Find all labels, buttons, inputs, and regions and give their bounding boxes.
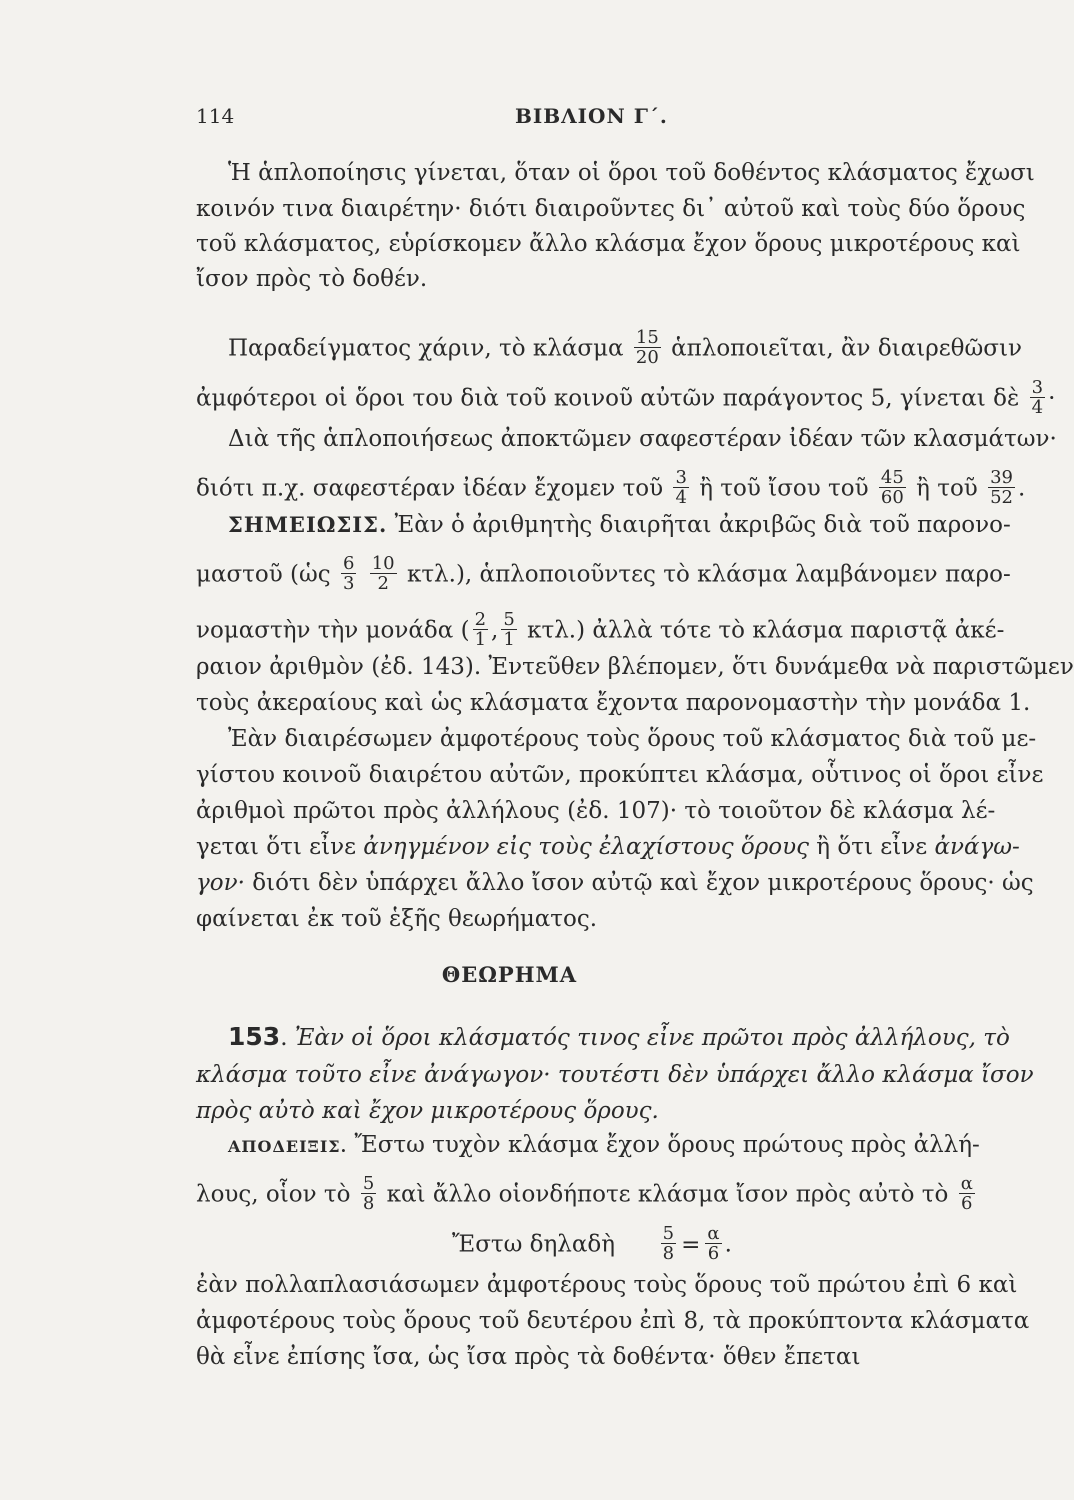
numerator: 5 bbox=[662, 1223, 675, 1244]
note-line2 bbox=[196, 553, 1011, 595]
para1-line3: τοῦ κλάσματος, εὑρίσκομεν ἄλλο κλάσμα ἔχον ὅρους μικροτέρους καὶ bbox=[196, 231, 1021, 257]
separator: , bbox=[491, 617, 499, 644]
para3-line6: φαίνεται ἐκ τοῦ ἑξῆς θεωρήματος. bbox=[196, 906, 598, 932]
para1-line2: κοινόν τινα διαιρέτην· διότι διαιροῦντες δι᾽ αὐτοῦ καὶ τοὺς δύο ὅρους bbox=[196, 196, 1026, 222]
numerator: 2 bbox=[474, 609, 487, 630]
note-label: ΣΗΜΕΙΩΣΙΣ. bbox=[228, 512, 388, 537]
italic-term: ἀνηγμένον εἰς τοὺς ἐλαχίστους ὅρους bbox=[363, 834, 809, 860]
numerator: α bbox=[707, 1223, 720, 1244]
para3-line3: ἀριθμοὶ πρῶτοι πρὸς ἀλλήλους (ἐδ. 107)· τὸ τοιοῦτον δὲ κλάσμα λέ- bbox=[196, 798, 996, 824]
text: Παραδείγματος χάριν, τὸ κλάσμα bbox=[228, 335, 624, 362]
fraction-10-2 bbox=[370, 554, 397, 593]
denominator: 1 bbox=[474, 629, 487, 650]
fraction-15-20 bbox=[634, 328, 661, 367]
denominator: 3 bbox=[342, 573, 355, 594]
note-line5: τοὺς ἀκεραίους καὶ ὡς κλάσματα ἔχοντα παρονομαστὴν τὴν μονάδα 1. bbox=[196, 690, 1031, 716]
note-line1 bbox=[228, 510, 1011, 540]
text: καὶ ἄλλο οἱονδήποτε κλάσμα ἴσον πρὸς αὐτὸ τὸ bbox=[386, 1181, 949, 1208]
text: νομαστὴν τὴν μονάδα ( bbox=[196, 617, 470, 644]
text: ἀμφότεροι οἱ ὅροι του διὰ τοῦ κοινοῦ αὐτῶν παράγοντος 5, γίνεται δὲ bbox=[196, 385, 1020, 412]
text: ἢ τοῦ bbox=[916, 475, 978, 502]
proof-line3 bbox=[452, 1223, 752, 1265]
proof-label: ΑΠΟΔΕΙΞΙΣ. bbox=[228, 1137, 348, 1156]
text: Ἐὰν οἱ ὅροι κλάσματός τινος εἶνε πρῶτοι πρὸς ἀλλήλους, τὸ bbox=[294, 1025, 1010, 1051]
text: Ἐὰν ὁ ἀριθμητὴς διαιρῆται ἀκριβῶς διὰ τοῦ παρονο- bbox=[394, 512, 1011, 538]
theorem-heading: ΘΕΩΡΗΜΑ bbox=[441, 962, 578, 987]
denominator: 4 bbox=[675, 487, 687, 508]
fraction-6-3 bbox=[341, 554, 356, 593]
fraction-2-1 bbox=[473, 610, 488, 649]
denominator: 52 bbox=[990, 487, 1013, 508]
proof-line2 bbox=[196, 1173, 973, 1215]
denominator: 8 bbox=[662, 1243, 675, 1264]
para2-line2 bbox=[196, 377, 1056, 419]
text: ἁπλοποιεῖται, ἂν διαιρεθῶσιν bbox=[671, 335, 1022, 362]
para3-line1: Ἐὰν διαιρέσωμεν ἀμφοτέρους τοὺς ὅρους τοῦ κλάσματος διὰ τοῦ με- bbox=[228, 726, 1037, 752]
fraction-5-8 bbox=[361, 1174, 376, 1213]
numerator: 39 bbox=[990, 467, 1013, 488]
para1-line1: Ἡ ἁπλοποίησις γίνεται, ὅταν οἱ ὅροι τοῦ δοθέντος κλάσματος ἔχωσι bbox=[228, 160, 1035, 186]
denominator: 20 bbox=[635, 347, 659, 368]
fraction-45-60 bbox=[879, 468, 906, 507]
denominator: 60 bbox=[880, 487, 904, 508]
text: ἢ ὅτι εἶνε bbox=[816, 834, 928, 860]
theorem-number: 153 bbox=[228, 1022, 281, 1051]
para3-line2: γίστου κοινοῦ διαιρέτου αὐτῶν, προκύπτει κλάσμα, οὗτινος οἱ ὅροι εἶνε bbox=[196, 762, 1044, 788]
fraction-39-52 bbox=[988, 468, 1015, 507]
para1-line4: ἴσον πρὸς τὸ δοθέν. bbox=[196, 266, 428, 292]
numerator: 5 bbox=[503, 609, 515, 630]
numerator: 6 bbox=[342, 553, 355, 574]
text: . bbox=[724, 1231, 732, 1258]
text: Ἔστω δηλαδὴ bbox=[452, 1231, 616, 1258]
fraction-3-4 bbox=[1030, 378, 1045, 417]
equals-sign: = bbox=[681, 1231, 701, 1258]
numerator: 5 bbox=[362, 1173, 375, 1194]
text: κτλ.) ἀλλὰ τότε τὸ κλάσμα παριστᾷ ἀκέ- bbox=[527, 617, 1005, 644]
para2-line4 bbox=[196, 467, 1026, 509]
theorem-line3: πρὸς αὐτὸ καὶ ἔχον μικροτέρους ὅρους. bbox=[196, 1098, 659, 1124]
para3-line4 bbox=[196, 832, 1020, 862]
fraction-5-1 bbox=[501, 610, 516, 649]
denominator: 8 bbox=[362, 1193, 375, 1214]
text: διότι δὲν ὑπάρχει ἄλλο ἴσον αὐτῷ καὶ ἔχον μικροτέρους ὅρους· ὡς bbox=[252, 870, 1034, 896]
theorem-line1: 153. Ἐὰν οἱ ὅροι κλάσματός τινος εἶνε πρῶτοι πρὸς ἀλλήλους, τὸ bbox=[228, 1022, 1010, 1051]
numerator: 3 bbox=[675, 467, 687, 488]
numerator: 10 bbox=[371, 553, 395, 574]
para3-line5 bbox=[196, 868, 1034, 898]
fraction-a-6 bbox=[705, 1224, 721, 1263]
note-line3 bbox=[196, 609, 1005, 651]
proof-line5: ἀμφοτέρους τοὺς ὅρους τοῦ δευτέρου ἐπὶ 8, τὰ προκύπτοντα κλάσματα bbox=[196, 1308, 1030, 1334]
italic-term: ἀνάγω- bbox=[934, 834, 1020, 860]
fraction-3-4 bbox=[673, 468, 688, 507]
page-number: 114 bbox=[196, 104, 235, 128]
text: · bbox=[1048, 385, 1056, 412]
numerator: 45 bbox=[880, 467, 904, 488]
text: μαστοῦ (ὡς bbox=[196, 561, 331, 588]
text: διότι π.χ. σαφεστέραν ἰδέαν ἔχομεν τοῦ bbox=[196, 475, 664, 502]
para2-line3: Διὰ τῆς ἁπλοποιήσεως ἀποκτῶμεν σαφεστέραν ἰδέαν τῶν κλασμάτων· bbox=[228, 426, 1057, 452]
denominator: 1 bbox=[503, 629, 515, 650]
text: Ἔστω τυχὸν κλάσμα ἔχον ὅρους πρώτους πρὸς ἀλλή- bbox=[354, 1132, 980, 1158]
denominator: 6 bbox=[961, 1193, 973, 1214]
text: . bbox=[1018, 475, 1026, 502]
denominator: 4 bbox=[1031, 397, 1044, 418]
fraction-a-6 bbox=[959, 1174, 975, 1213]
italic-term: γον· bbox=[196, 870, 245, 896]
text: λους, οἷον τὸ bbox=[196, 1181, 351, 1208]
numerator: 15 bbox=[635, 327, 659, 348]
proof-line1 bbox=[228, 1130, 980, 1162]
fraction-5-8 bbox=[661, 1224, 676, 1263]
text: ἢ τοῦ ἴσου τοῦ bbox=[699, 475, 869, 502]
text: κτλ.), ἁπλοποιοῦντες τὸ κλάσμα λαμβάνομεν παρο- bbox=[406, 561, 1011, 588]
running-title: ΒΙΒΛΙΟΝ Γ΄. bbox=[515, 104, 668, 128]
proof-line6: θὰ εἶνε ἐπίσης ἴσα, ὡς ἴσα πρὸς τὰ δοθέντα· ὅθεν ἔπεται bbox=[196, 1344, 861, 1370]
numerator: α bbox=[960, 1173, 973, 1194]
proof-line4: ἐὰν πολλαπλασιάσωμεν ἀμφοτέρους τοὺς ὅρους τοῦ πρώτου ἐπὶ 6 καὶ bbox=[196, 1272, 1018, 1298]
numerator: 3 bbox=[1031, 377, 1044, 398]
denominator: 6 bbox=[707, 1243, 720, 1264]
text: γεται ὅτι εἶνε bbox=[196, 834, 356, 860]
denominator: 2 bbox=[377, 573, 389, 594]
para2-line1 bbox=[228, 327, 1022, 369]
theorem-line2: κλάσμα τοῦτο εἶνε ἀνάγωγον· τουτέστι δὲν ὑπάρχει ἄλλο κλάσμα ἴσον bbox=[196, 1062, 1034, 1088]
note-line4: ραιον ἀριθμὸν (ἐδ. 143). Ἐντεῦθεν βλέπομεν, ὅτι δυνάμεθα νὰ παριστῶμεν bbox=[196, 654, 1074, 680]
